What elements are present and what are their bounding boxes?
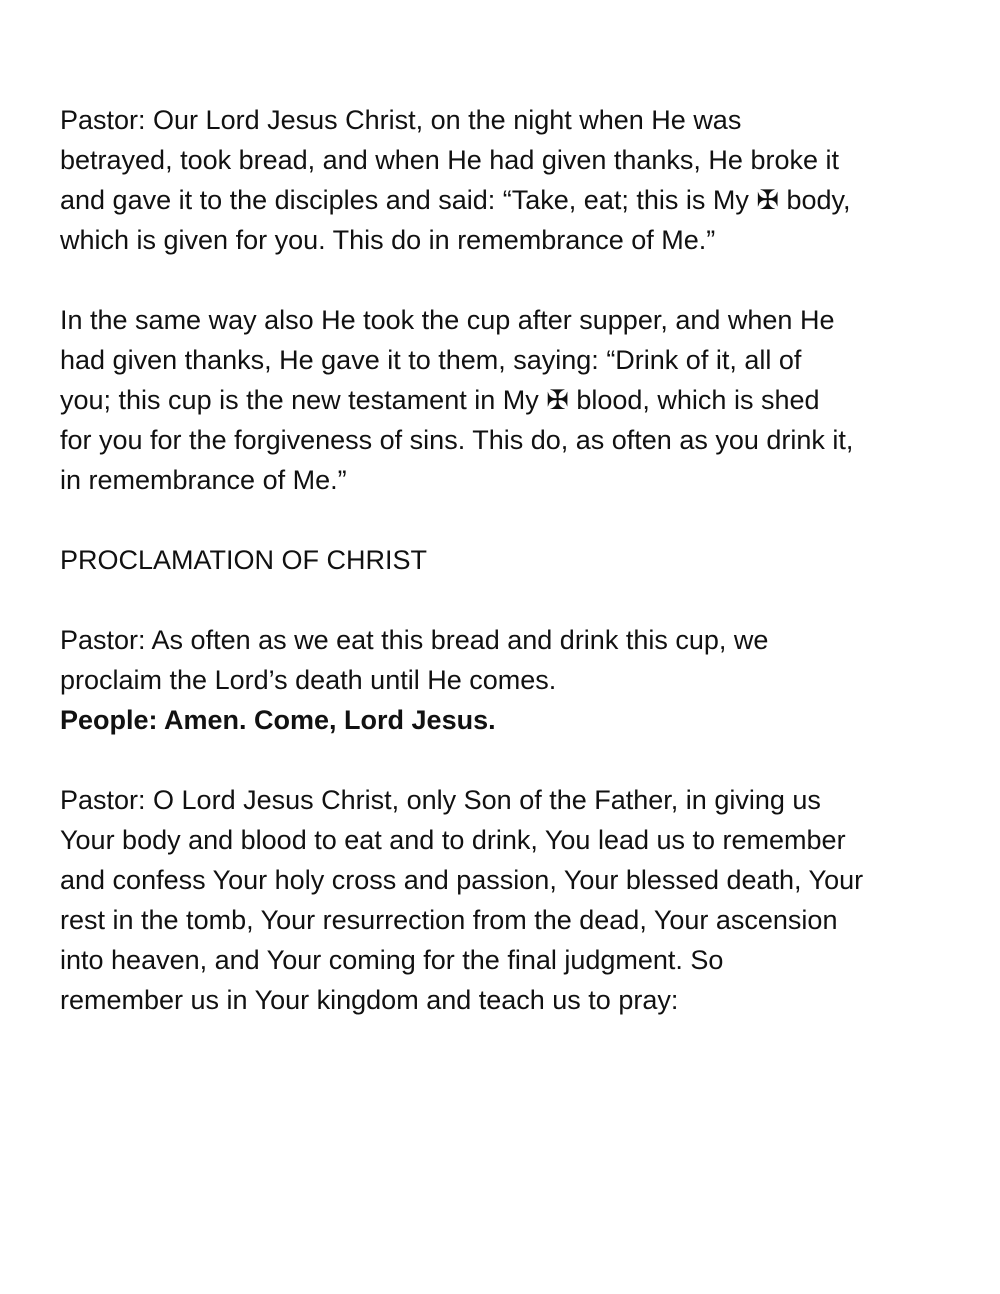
text-line: into heaven, and Your coming for the final judgment. So bbox=[60, 945, 724, 975]
paragraph-gap bbox=[60, 740, 960, 780]
text-line: Pastor: O Lord Jesus Christ, only Son of the Father, in giving us bbox=[60, 785, 821, 815]
text-line: Pastor: As often as we eat this bread and drink this cup, we bbox=[60, 625, 769, 655]
document-page bbox=[60, 100, 960, 1020]
text-line: proclaim the Lord’s death until He comes. bbox=[60, 665, 557, 695]
words-of-institution-cup bbox=[60, 300, 960, 500]
text-line: Your body and blood to eat and to drink, You lead us to remember bbox=[60, 825, 846, 855]
paragraph-gap bbox=[60, 580, 960, 620]
text-line: betrayed, took bread, and when He had given thanks, He broke it bbox=[60, 145, 839, 175]
text-line: you; this cup is the new testament in My ✠ blood, which is shed bbox=[60, 385, 820, 415]
proclamation-paragraph bbox=[60, 620, 960, 740]
people-response: People: Amen. Come, Lord Jesus. bbox=[60, 705, 496, 735]
text-line: which is given for you. This do in remembrance of Me.” bbox=[60, 225, 716, 255]
text-line: in remembrance of Me.” bbox=[60, 465, 347, 495]
text-line: Pastor: Our Lord Jesus Christ, on the night when He was bbox=[60, 105, 742, 135]
text-line: and gave it to the disciples and said: “Take, eat; this is My ✠ body, bbox=[60, 185, 851, 215]
text-line: remember us in Your kingdom and teach us to pray: bbox=[60, 985, 679, 1015]
text-line: rest in the tomb, Your resurrection from the dead, Your ascension bbox=[60, 905, 838, 935]
paragraph-gap bbox=[60, 260, 960, 300]
text-line: for you for the forgiveness of sins. This do, as often as you drink it, bbox=[60, 425, 854, 455]
text-line: and confess Your holy cross and passion, Your blessed death, Your bbox=[60, 865, 864, 895]
text-line: In the same way also He took the cup after supper, and when He bbox=[60, 305, 835, 335]
prayer-paragraph bbox=[60, 780, 960, 1020]
section-heading: PROCLAMATION OF CHRIST bbox=[60, 545, 428, 575]
text-line: had given thanks, He gave it to them, saying: “Drink of it, all of bbox=[60, 345, 802, 375]
paragraph-gap bbox=[60, 500, 960, 540]
words-of-institution-bread bbox=[60, 100, 960, 260]
